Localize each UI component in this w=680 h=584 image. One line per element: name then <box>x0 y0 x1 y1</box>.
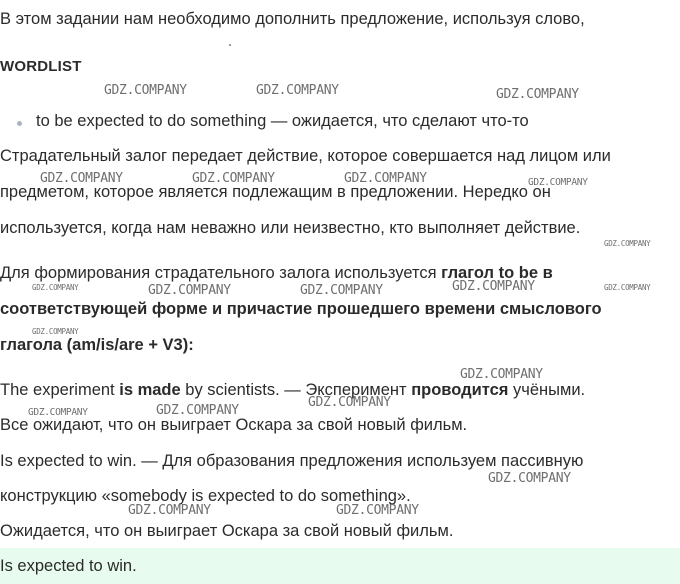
watermark: GDZ.COMPANY <box>104 83 187 98</box>
watermark: GDZ.COMPANY <box>308 395 391 410</box>
watermark: GDZ.COMPANY <box>336 503 419 518</box>
example-bold2: проводится <box>411 381 509 399</box>
watermark: GDZ.COMPANY <box>32 327 79 336</box>
example-part1: The experiment <box>0 381 120 399</box>
task-sentence: Все ожидают, что он выиграет Оскара за свой новый фильм. <box>0 416 468 434</box>
bullet-icon <box>17 121 22 126</box>
paragraph1-line2: предметом, которое является подлежащим в предложении. Нередко он <box>0 183 551 201</box>
paragraph2-plain: Для формирования страдательного залога используется <box>0 264 442 282</box>
paragraph2-bold-line3: глагола (am/is/are + V3): <box>0 336 194 354</box>
paragraph1-line3: используется, когда нам неважно или неизвестно, кто выполняет действие. <box>0 219 581 237</box>
wordlist-heading: WORDLIST <box>0 58 82 75</box>
paragraph2-bold-line2: соответствующей форме и причастие прошедшего времени смыслового <box>0 300 602 318</box>
watermark: GDZ.COMPANY <box>528 177 588 188</box>
wordlist-item: to be expected to do something — ожидается, что сделают что-то <box>36 112 529 130</box>
explanation-line2: конструкцию «somebody is expected to do something». <box>0 487 411 505</box>
watermark: GDZ.COMPANY <box>604 239 651 248</box>
watermark: GDZ.COMPANY <box>192 171 275 186</box>
watermark: GDZ.COMPANY <box>496 87 579 102</box>
watermark: GDZ.COMPANY <box>32 283 79 292</box>
paragraph2-line3 <box>0 334 194 356</box>
example-part2: by scientists. — Эксперимент <box>180 381 412 399</box>
watermark: GDZ.COMPANY <box>128 503 211 518</box>
watermark: GDZ.COMPANY <box>300 283 383 298</box>
watermark: GDZ.COMPANY <box>40 171 123 186</box>
watermark: GDZ.COMPANY <box>344 171 427 186</box>
example-sentence <box>0 379 585 401</box>
example-part3: учёными. <box>508 381 586 399</box>
answer-text: Is expected to win. <box>0 557 137 575</box>
explanation-line1: Is expected to win. — Для образования предложения используем пассивную <box>0 452 584 470</box>
decorative-dot <box>229 44 231 46</box>
paragraph1-line1: Страдательный залог передает действие, которое совершается над лицом или <box>0 147 611 165</box>
watermark: GDZ.COMPANY <box>28 407 88 418</box>
watermark: GDZ.COMPANY <box>488 471 571 486</box>
watermark: GDZ.COMPANY <box>604 283 651 292</box>
paragraph2-bold: глагол to be в <box>441 264 553 282</box>
paragraph2-line2 <box>0 298 602 320</box>
intro-text: В этом задании нам необходимо дополнить предложение, используя слово, <box>0 10 585 28</box>
watermark: GDZ.COMPANY <box>148 283 231 298</box>
example-bold1: is made <box>119 381 181 399</box>
translation-sentence: Ожидается, что он выиграет Оскара за свой новый фильм. <box>0 522 454 540</box>
watermark: GDZ.COMPANY <box>256 83 339 98</box>
watermark: GDZ.COMPANY <box>156 403 239 418</box>
watermark: GDZ.COMPANY <box>452 279 535 294</box>
watermark: GDZ.COMPANY <box>460 367 543 382</box>
